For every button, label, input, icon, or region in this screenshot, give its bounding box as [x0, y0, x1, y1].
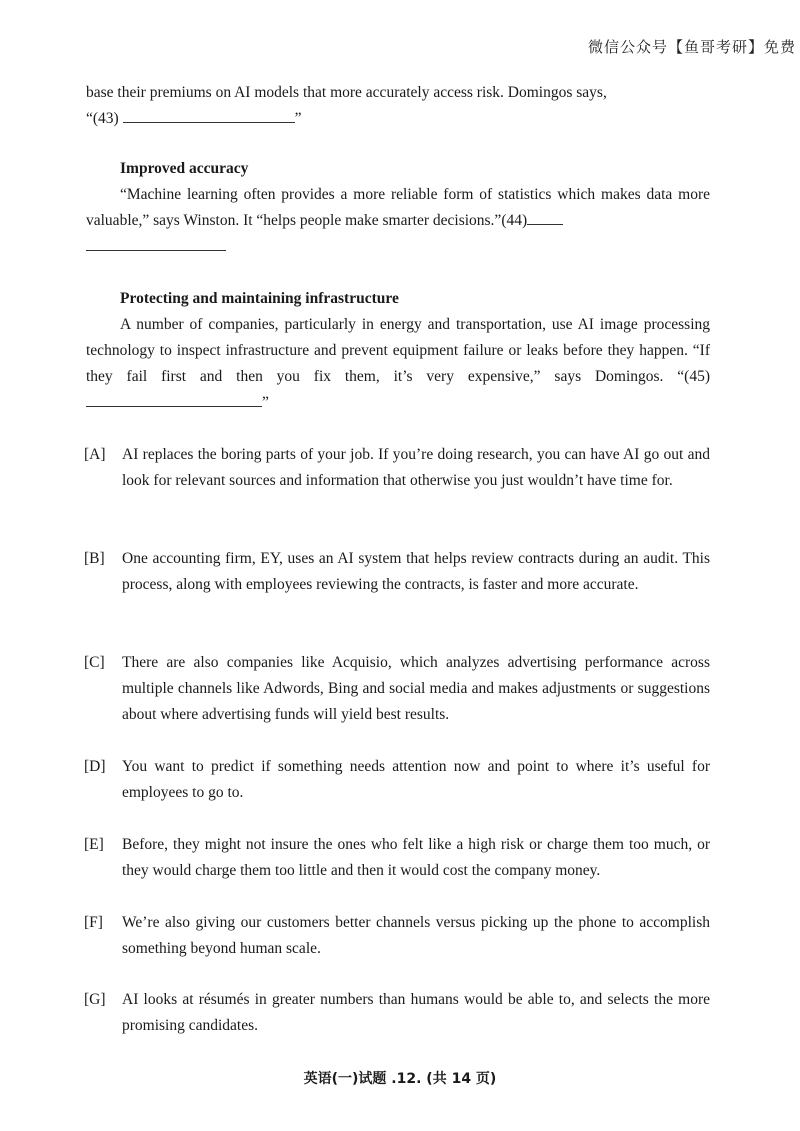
q45-close-quote: ” [262, 394, 269, 411]
page-footer: 英语(一)试题 .12. (共 14 页) [303, 1071, 497, 1087]
option-b [84, 546, 710, 598]
answer-blank-43[interactable] [123, 108, 295, 123]
answer-blank-44-part1[interactable] [527, 210, 563, 225]
option-d-text: You want to predict if something needs attention now and point to where it’s useful for employees to go to. [122, 758, 710, 801]
option-e [84, 832, 710, 884]
watermark-text: 微信公众号【鱼哥考研】免费 [587, 38, 796, 56]
option-g-text: AI looks at résumés in greater numbers than humans would be able to, and selects the more promising candidates. [122, 991, 710, 1034]
option-c-label: [C] [84, 654, 105, 671]
option-a-text: AI replaces the boring parts of your job. If you’re doing research, you can have AI go out and look for relevant sources and information that otherwise you just wouldn’t have time for. [122, 446, 710, 489]
q43-label: “(43) [86, 110, 119, 127]
option-c-text: There are also companies like Acquisio, which analyzes advertising performance across multiple channels like Adwords, Bing and social media and makes adjustments or suggestions about where advertising funds will yield best results. [122, 654, 710, 723]
answer-blank-45[interactable] [86, 392, 262, 407]
section-text-improved-accuracy: “Machine learning often provides a more reliable form of statistics which makes data more valuable,” says Winston. It “helps people make smarter decisions.”(44) [86, 186, 710, 229]
option-c [84, 650, 710, 728]
option-d [84, 754, 710, 806]
option-f [84, 910, 710, 962]
option-a-label: [A] [84, 446, 106, 463]
option-b-text: One accounting firm, EY, uses an AI system that helps review contracts during an audit. This process, along with employees reviewing the contracts, is faster and more accurate. [122, 550, 710, 593]
answer-blank-44-part2[interactable] [86, 240, 226, 251]
option-b-label: [B] [84, 550, 105, 567]
intro-paragraph [86, 80, 710, 132]
intro-text: base their premiums on AI models that more accurately access risk. Domingos says, [86, 84, 607, 101]
option-f-text: We’re also giving our customers better channels versus picking up the phone to accomplish something beyond human scale. [122, 914, 710, 957]
section-paragraph-infrastructure [86, 312, 710, 416]
section-heading-infrastructure: Protecting and maintaining infrastructure [120, 290, 399, 307]
section-paragraph-improved-accuracy [86, 182, 710, 260]
option-e-label: [E] [84, 836, 104, 853]
section-heading-improved-accuracy: Improved accuracy [120, 160, 249, 177]
section-text-infrastructure: A number of companies, particularly in energy and transportation, use AI image processing technology to inspect infrastructure and prevent equipment failure or leaks before they happen. “If they fail first and then you fix them, it’s very expensive,” says Domingos. “(45) [86, 316, 710, 385]
option-g [84, 987, 710, 1039]
option-d-label: [D] [84, 758, 106, 775]
option-e-text: Before, they might not insure the ones who felt like a high risk or charge them too much, or they would charge them too little and then it would cost the company money. [122, 836, 710, 879]
q43-close-quote: ” [294, 110, 302, 127]
option-g-label: [G] [84, 991, 106, 1008]
option-f-label: [F] [84, 914, 103, 931]
option-a [84, 442, 710, 494]
